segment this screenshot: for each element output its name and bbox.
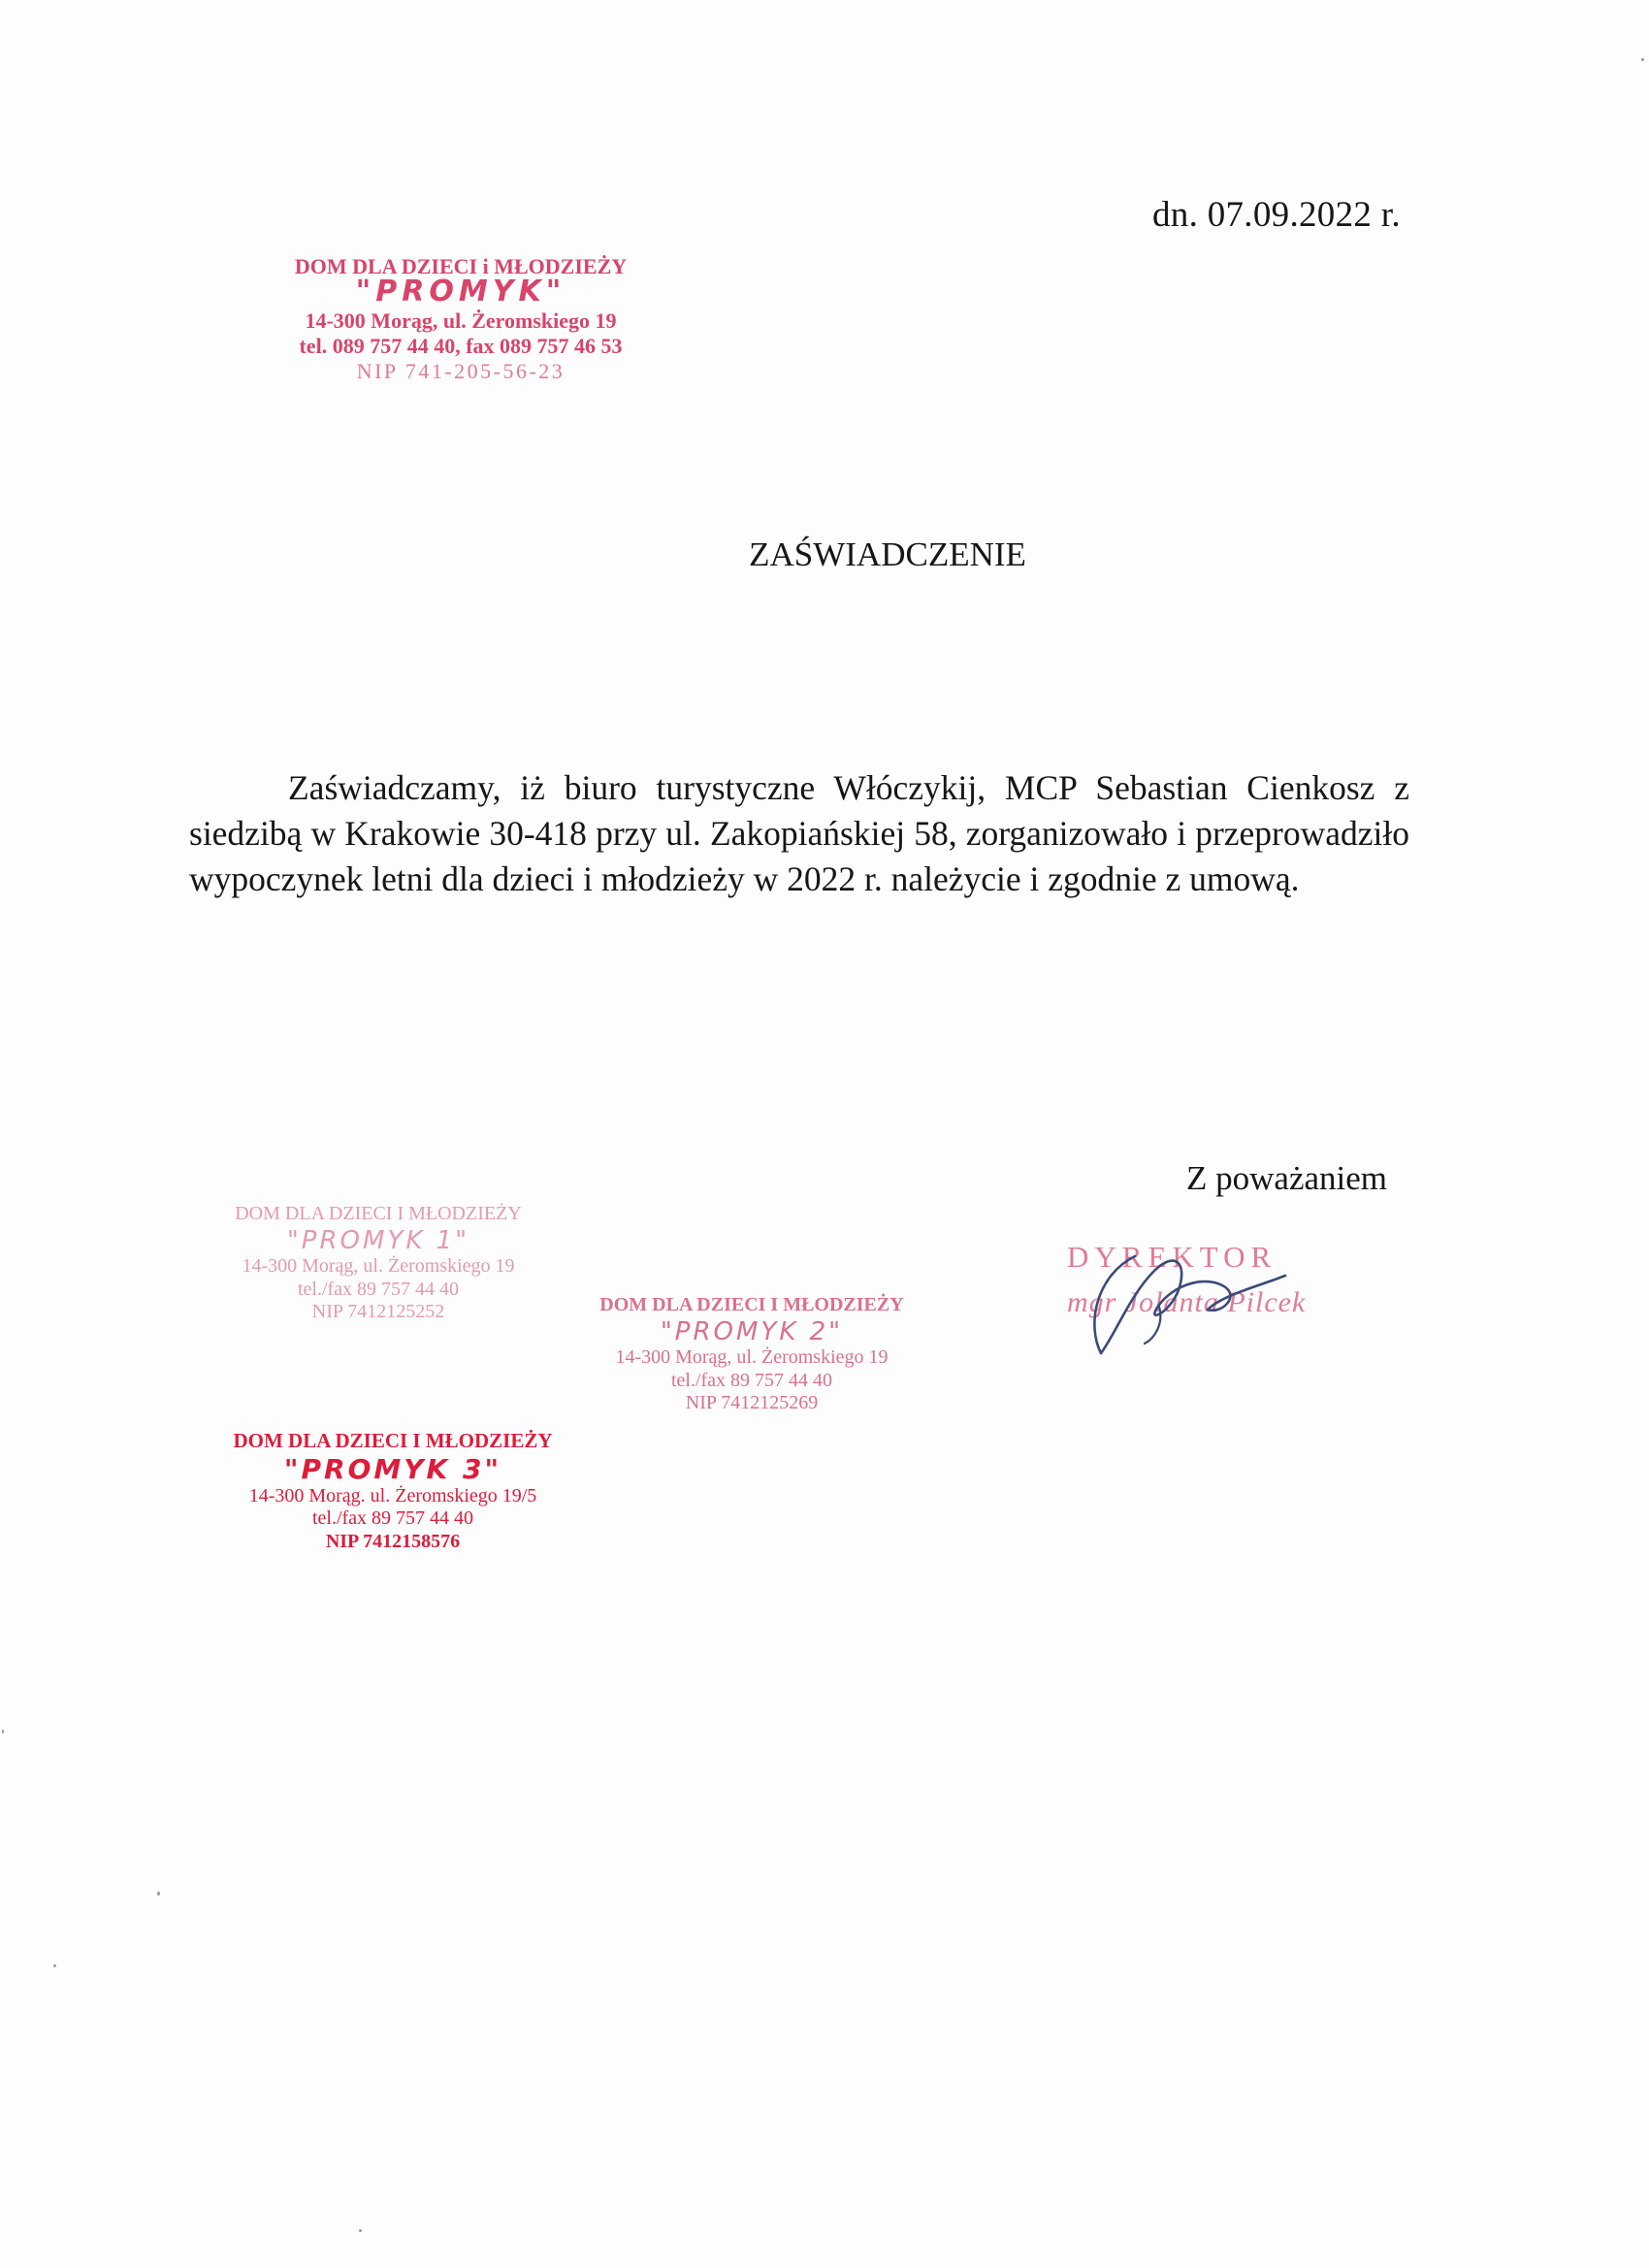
stamp-institution-name: DOM DLA DZIECI I MŁODZIEŻY <box>233 1429 553 1452</box>
stamp-address: 14-300 Morąg, ul. Żeromskiego 19 <box>242 1255 515 1278</box>
stamp-institution-name: DOM DLA DZIECI I MŁODZIEŻY <box>235 1203 522 1224</box>
stamp-promyk-name: "PROMYK 3" <box>283 1452 502 1485</box>
stamp-phone: tel./fax 89 757 44 40 <box>311 1507 474 1530</box>
stamp-promyk-name: "PROMYK" <box>355 274 566 308</box>
promyk1-stamp <box>184 1203 572 1324</box>
scan-speck <box>53 1964 56 1967</box>
director-role: DYREKTOR <box>1067 1240 1277 1274</box>
promyk2-stamp <box>567 1294 936 1415</box>
scan-speck <box>157 1892 160 1895</box>
stamp-nip: NIP 741-205-56-23 <box>356 358 566 383</box>
scan-speck <box>1641 58 1644 61</box>
stamp-address: 14-300 Morąg. ul. Żeromskiego 19/5 <box>248 1484 537 1507</box>
stamp-promyk-name: "PROMYK 1" <box>286 1225 470 1255</box>
stamp-nip: NIP 7412125269 <box>685 1392 819 1414</box>
stamp-promyk-name: "PROMYK 2" <box>660 1316 844 1346</box>
stamp-phone: tel. 089 757 44 40, fax 089 757 46 53 <box>299 333 623 358</box>
scan-speck <box>359 2229 362 2232</box>
document-date: dn. 07.09.2022 r. <box>1152 195 1401 235</box>
stamp-address: 14-300 Morąg, ul. Żeromskiego 19 <box>305 308 617 333</box>
promyk3-stamp <box>199 1429 587 1554</box>
stamp-institution-name: DOM DLA DZIECI i MŁODZIEŻY <box>294 254 628 278</box>
document-title-text: ZAŚWIADCZENIE <box>749 535 1026 573</box>
scan-speck <box>2 1730 4 1733</box>
document-title <box>0 535 1649 574</box>
handwritten-signature <box>1077 1217 1300 1373</box>
document-body: Zaświadczamy, iż biuro turystyczne Włóczykij, MCP Sebastian Cienkosz z siedzibą w Krakowie 30-418 przy ul. Zakopiańskiej 58, zorganizowało i przeprowadziło wypoczynek letni dla dzieci i młodzieży w 2022 r. należycie i zgodnie z umową. <box>189 767 1409 898</box>
stamp-address: 14-300 Morąg, ul. Żeromskiego 19 <box>615 1346 889 1369</box>
stamp-phone: tel./fax 89 757 44 40 <box>670 1369 833 1391</box>
institution-stamp <box>247 254 674 384</box>
stamp-institution-name: DOM DLA DZIECI I MŁODZIEŻY <box>599 1294 904 1315</box>
director-name: mgr Jolanta Pilcek <box>1067 1286 1307 1318</box>
closing-phrase: Z poważaniem <box>1186 1159 1387 1197</box>
stamp-phone: tel./fax 89 757 44 40 <box>297 1278 460 1300</box>
stamp-nip: NIP 7412158576 <box>325 1530 461 1552</box>
stamp-nip: NIP 7412125252 <box>311 1301 445 1323</box>
